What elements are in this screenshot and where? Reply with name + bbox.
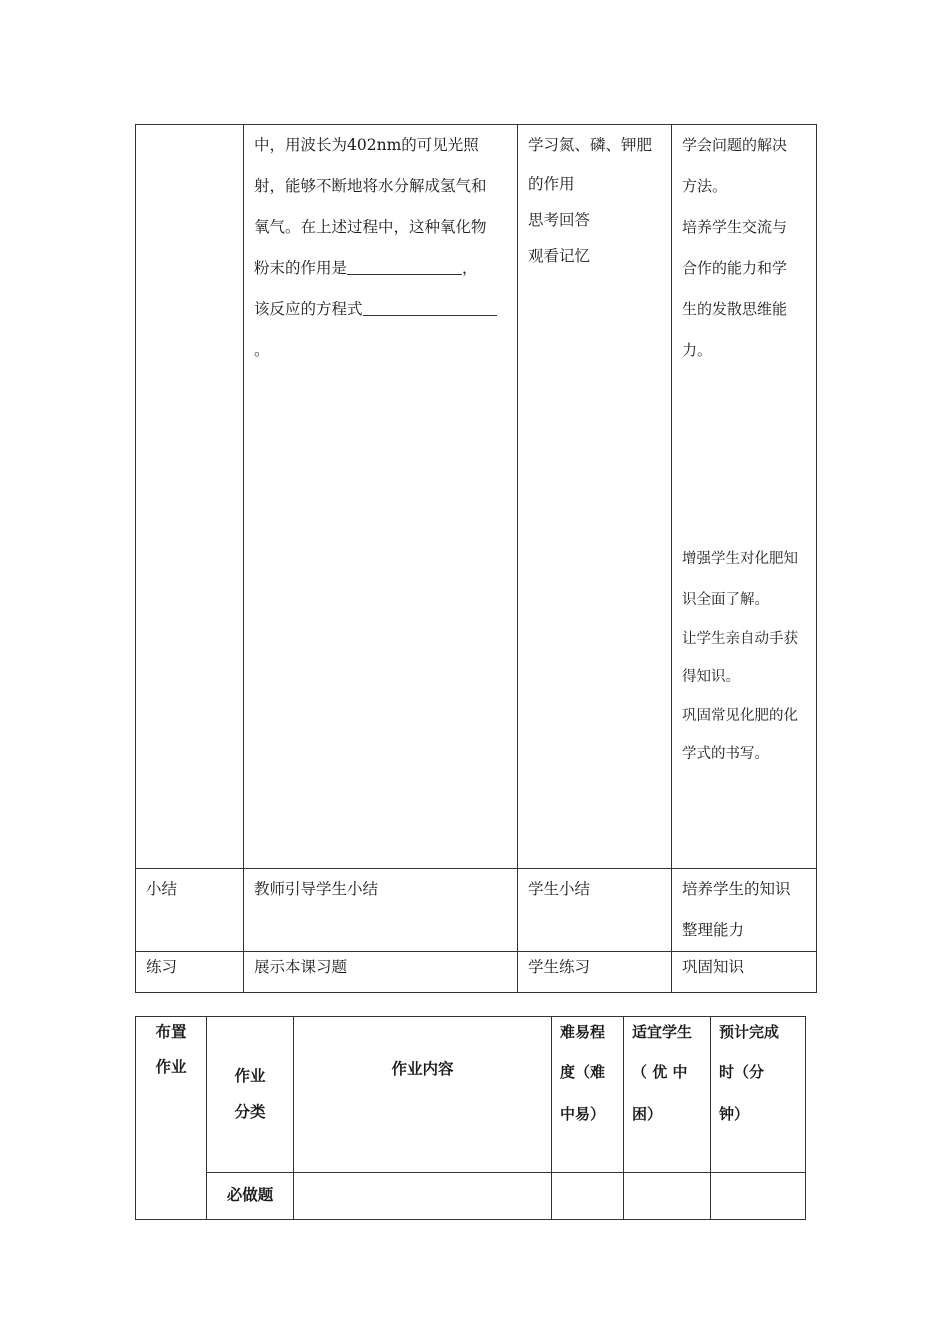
practice-label: 练习 [136,952,244,993]
assign-homework-cell [136,1017,207,1220]
teacher-line: 射，能够不断地将水分解成氢气和 [254,177,487,195]
blank-line-1 [254,248,517,289]
fill-blank [347,248,462,275]
suitable-line: （ 优 中 [632,1063,688,1081]
student-line: 思考回答 [528,211,591,229]
student-line: 学习氮、磷、钾肥 [528,136,653,154]
teaching-process-table [135,124,817,993]
practice-student: 学生练习 [518,952,672,993]
summary-intent-line: 培养学生的知识 [682,880,791,898]
difficulty-line: 难易程 [560,1023,606,1041]
intent-line: 学会问题的解决 [682,136,788,154]
practice-intent: 巩固知识 [672,952,817,993]
intent-line: 增强学生对化肥知 [682,551,798,567]
time-header [711,1017,806,1173]
intent-line: 巩固常见化肥的化 [682,708,798,724]
time-line: 时（分 [719,1063,765,1081]
suitable-line: 适宜学生 [632,1023,693,1041]
summary-intent-line: 整理能力 [682,921,745,939]
summary-label: 小结 [136,869,244,952]
teacher-line: 氧气。在上述过程中，这种氧化物 [254,218,487,236]
required-time [711,1172,806,1219]
difficulty-line: 中易） [560,1105,606,1123]
category-header [207,1017,294,1173]
difficulty-header [552,1017,624,1173]
intent-line: 力。 [682,341,713,359]
blank-line-2 [254,289,517,330]
intent-line: 培养学生交流与 [682,218,788,236]
required-content [294,1172,552,1219]
practice-teacher: 展示本课习题 [244,952,518,993]
summary-teacher: 教师引导学生小结 [244,869,518,952]
category-line: 分类 [234,1103,266,1122]
intent-line: 生的发散思维能 [682,300,788,318]
stage-cell-empty [136,125,244,869]
blank1-suffix: ， [462,259,478,277]
student-line: 的作用 [528,175,575,193]
summary-intent-cell [672,869,817,952]
time-line: 钟） [719,1105,750,1123]
teacher-activity-cell [244,125,518,869]
content-header: 作业内容 [294,1017,552,1173]
suitable-line: 困） [632,1105,663,1123]
homework-table [135,1016,806,1220]
blank-line-end: 。 [254,341,270,359]
intent-line: 方法。 [682,177,728,195]
intent-line: 合作的能力和学 [682,259,788,277]
intent-line: 学式的书写。 [682,746,769,762]
intent-line: 识全面了解。 [682,592,769,608]
blank1-prefix: 粉末的作用是 [254,259,348,277]
required-suitable [624,1172,711,1219]
student-activity-cell [518,125,672,869]
required-label: 必做题 [207,1172,294,1219]
intent-line: 让学生亲自动手获 [682,631,798,647]
required-difficulty [552,1172,624,1219]
section-line: 布置 [155,1023,187,1041]
student-line: 观看记忆 [528,247,591,265]
suitable-header [624,1017,711,1173]
teacher-line: 中，用波长为402nm的可见光照 [254,136,479,154]
intent-line: 得知识。 [682,669,740,685]
category-line: 作业 [234,1067,266,1086]
section-line: 作业 [155,1058,187,1076]
difficulty-line: 度（难 [560,1063,606,1081]
fill-blank [363,289,497,316]
design-intent-cell [672,125,817,869]
blank2-prefix: 该反应的方程式 [254,300,363,318]
time-line: 预计完成 [719,1023,780,1041]
summary-student: 学生小结 [518,869,672,952]
